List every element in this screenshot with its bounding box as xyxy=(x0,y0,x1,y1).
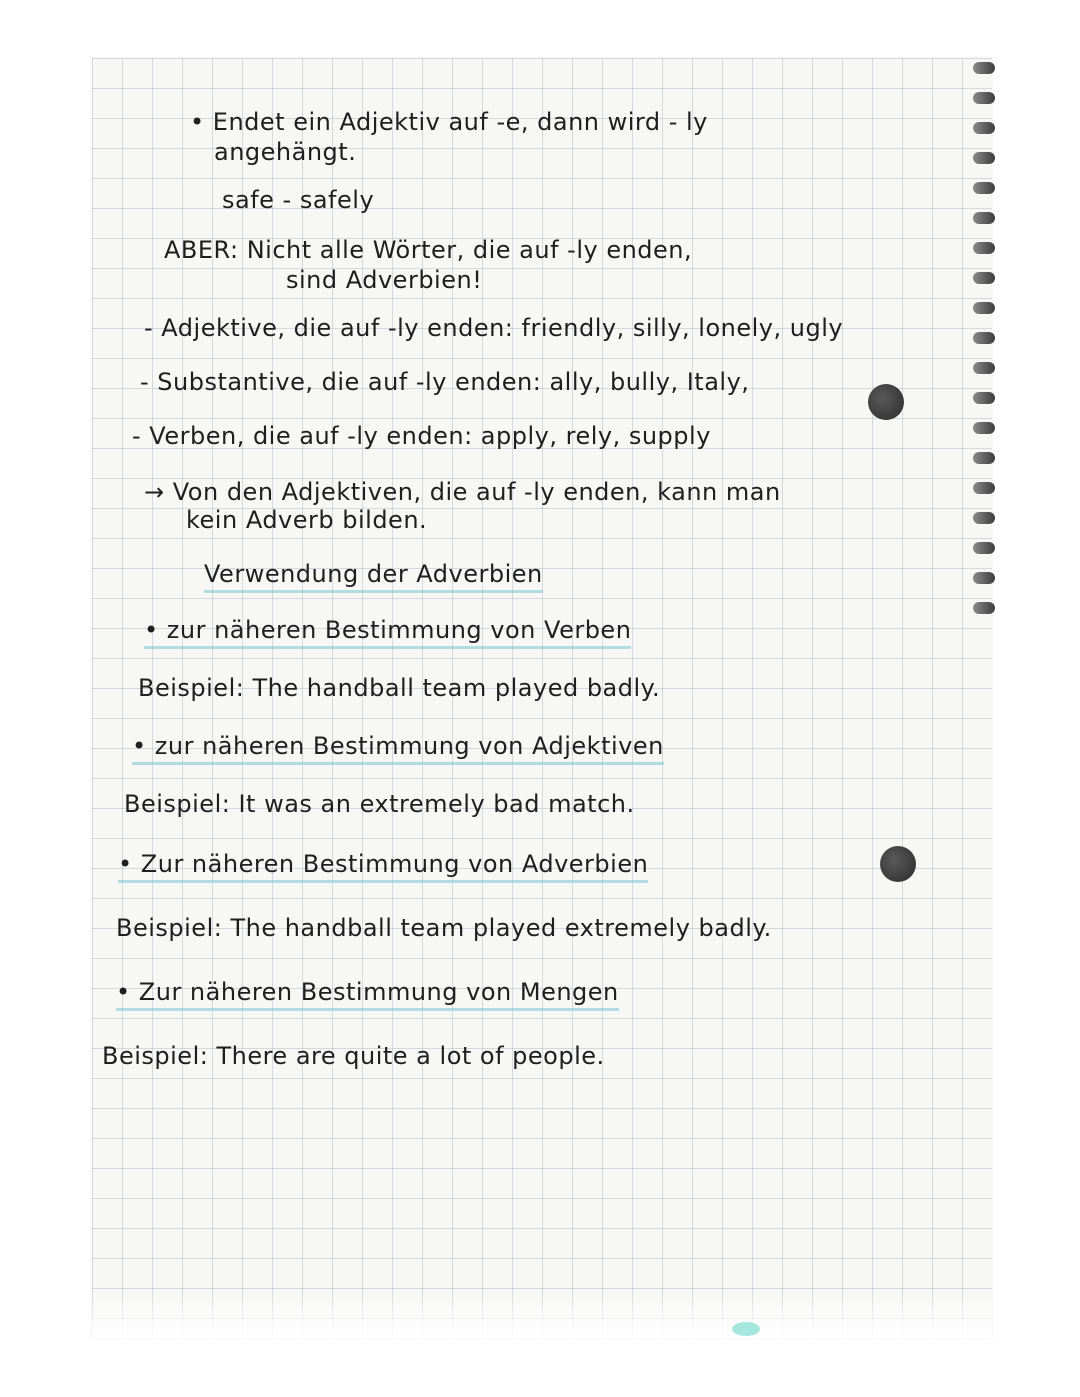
example-safe-safely: safe - safely xyxy=(222,186,375,214)
marker-smudge xyxy=(732,1322,760,1336)
example-adjectives: Beispiel: It was an extremely bad match. xyxy=(124,790,635,818)
punch-hole-bottom xyxy=(880,846,916,882)
usage-quantities: • Zur näheren Bestimmung von Mengen xyxy=(116,978,619,1011)
spiral-binding xyxy=(955,58,995,618)
page-edge-fade xyxy=(92,1290,992,1338)
rule-e-ending: • Endet ein Adjektiv auf -e, dann wird - ly xyxy=(190,108,708,136)
example-verbs: Beispiel: The handball team played badly. xyxy=(138,674,661,702)
example-quantities: Beispiel: There are quite a lot of people. xyxy=(102,1042,605,1070)
punch-hole-top xyxy=(868,384,904,420)
adverb-formation-note: → Von den Adjektiven, die auf -ly enden, kann man xyxy=(144,478,781,506)
verbs-ly: - Verben, die auf -ly enden: apply, rely, supply xyxy=(132,422,711,450)
nouns-ly: - Substantive, die auf -ly enden: ally, bully, Italy, xyxy=(140,368,750,396)
exception-note-cont: sind Adverbien! xyxy=(286,266,483,294)
adverb-formation-note-cont: kein Adverb bilden. xyxy=(186,506,428,534)
usage-adverbs: • Zur näheren Bestimmung von Adverbien xyxy=(118,850,648,883)
section-heading: Verwendung der Adverbien xyxy=(204,560,543,593)
usage-adjectives: • zur näheren Bestimmung von Adjektiven xyxy=(132,732,664,765)
exception-note: ABER: Nicht alle Wörter, die auf -ly enden, xyxy=(164,236,693,264)
usage-verbs: • zur näheren Bestimmung von Verben xyxy=(144,616,631,649)
example-adverbs: Beispiel: The handball team played extremely badly. xyxy=(116,914,772,942)
rule-e-ending-cont: angehängt. xyxy=(214,138,357,166)
adjectives-ly: - Adjektive, die auf -ly enden: friendly, silly, lonely, ugly xyxy=(144,314,844,342)
